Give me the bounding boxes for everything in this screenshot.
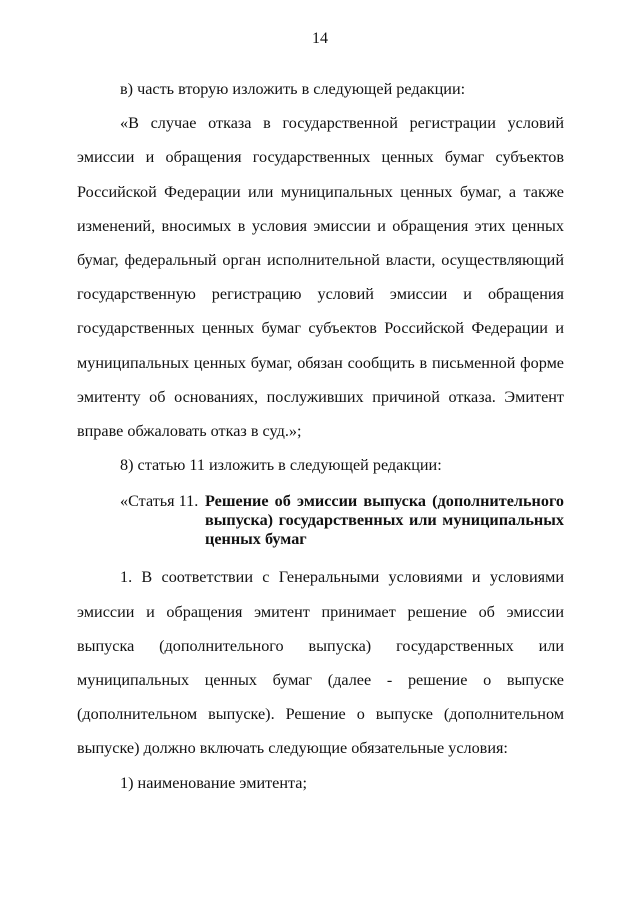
paragraph-refusal-clause: «В случае отказа в государственной регистрации условий эмиссии и обращения государственных ценных бумаг субъектов Российской Федерации или муниципальных ценных бумаг, а также изменений, вносимых в условия эмиссии и обращения этих ценных бумаг, федеральный орган исполнительной власти, осуществляющий государственную регистрацию условий эмиссии и обращения государственных ценных бумаг субъектов Российской Федерации и муниципальных ценных бумаг, обязан сообщить в письменной форме эмитенту об основаниях, послуживших причиной отказа. Эмитент вправе обжаловать отказ в суд.»; — [77, 114, 564, 441]
paragraph-article-11-intro: 8) статью 11 изложить в следующей редакции: — [120, 456, 442, 475]
page-number: 14 — [312, 30, 328, 47]
paragraph-amendment-part-two: в) часть вторую изложить в следующей редакции: — [120, 80, 466, 98]
article-heading — [77, 492, 564, 549]
paragraph-issue-decision: 1. В соответствии с Генеральными условиями и условиями эмиссии и обращения эмитент принимает решение об эмиссии выпуска (дополнительного выпуска) государственных или муниципальных ценных бумаг (далее - решение о выпуске (дополнительном выпуске). Решение о выпуске (дополнительном выпуске) должно включать следующие обязательные условия: — [77, 568, 564, 758]
article-number: «Статья 11. — [120, 492, 199, 511]
document-body — [77, 72, 564, 800]
paragraph-issuer-name: 1) наименование эмитента; — [120, 773, 307, 792]
article-title: Решение об эмиссии выпуска (дополнительного выпуска) государственных или муниципальных ценных бумаг — [205, 492, 564, 549]
